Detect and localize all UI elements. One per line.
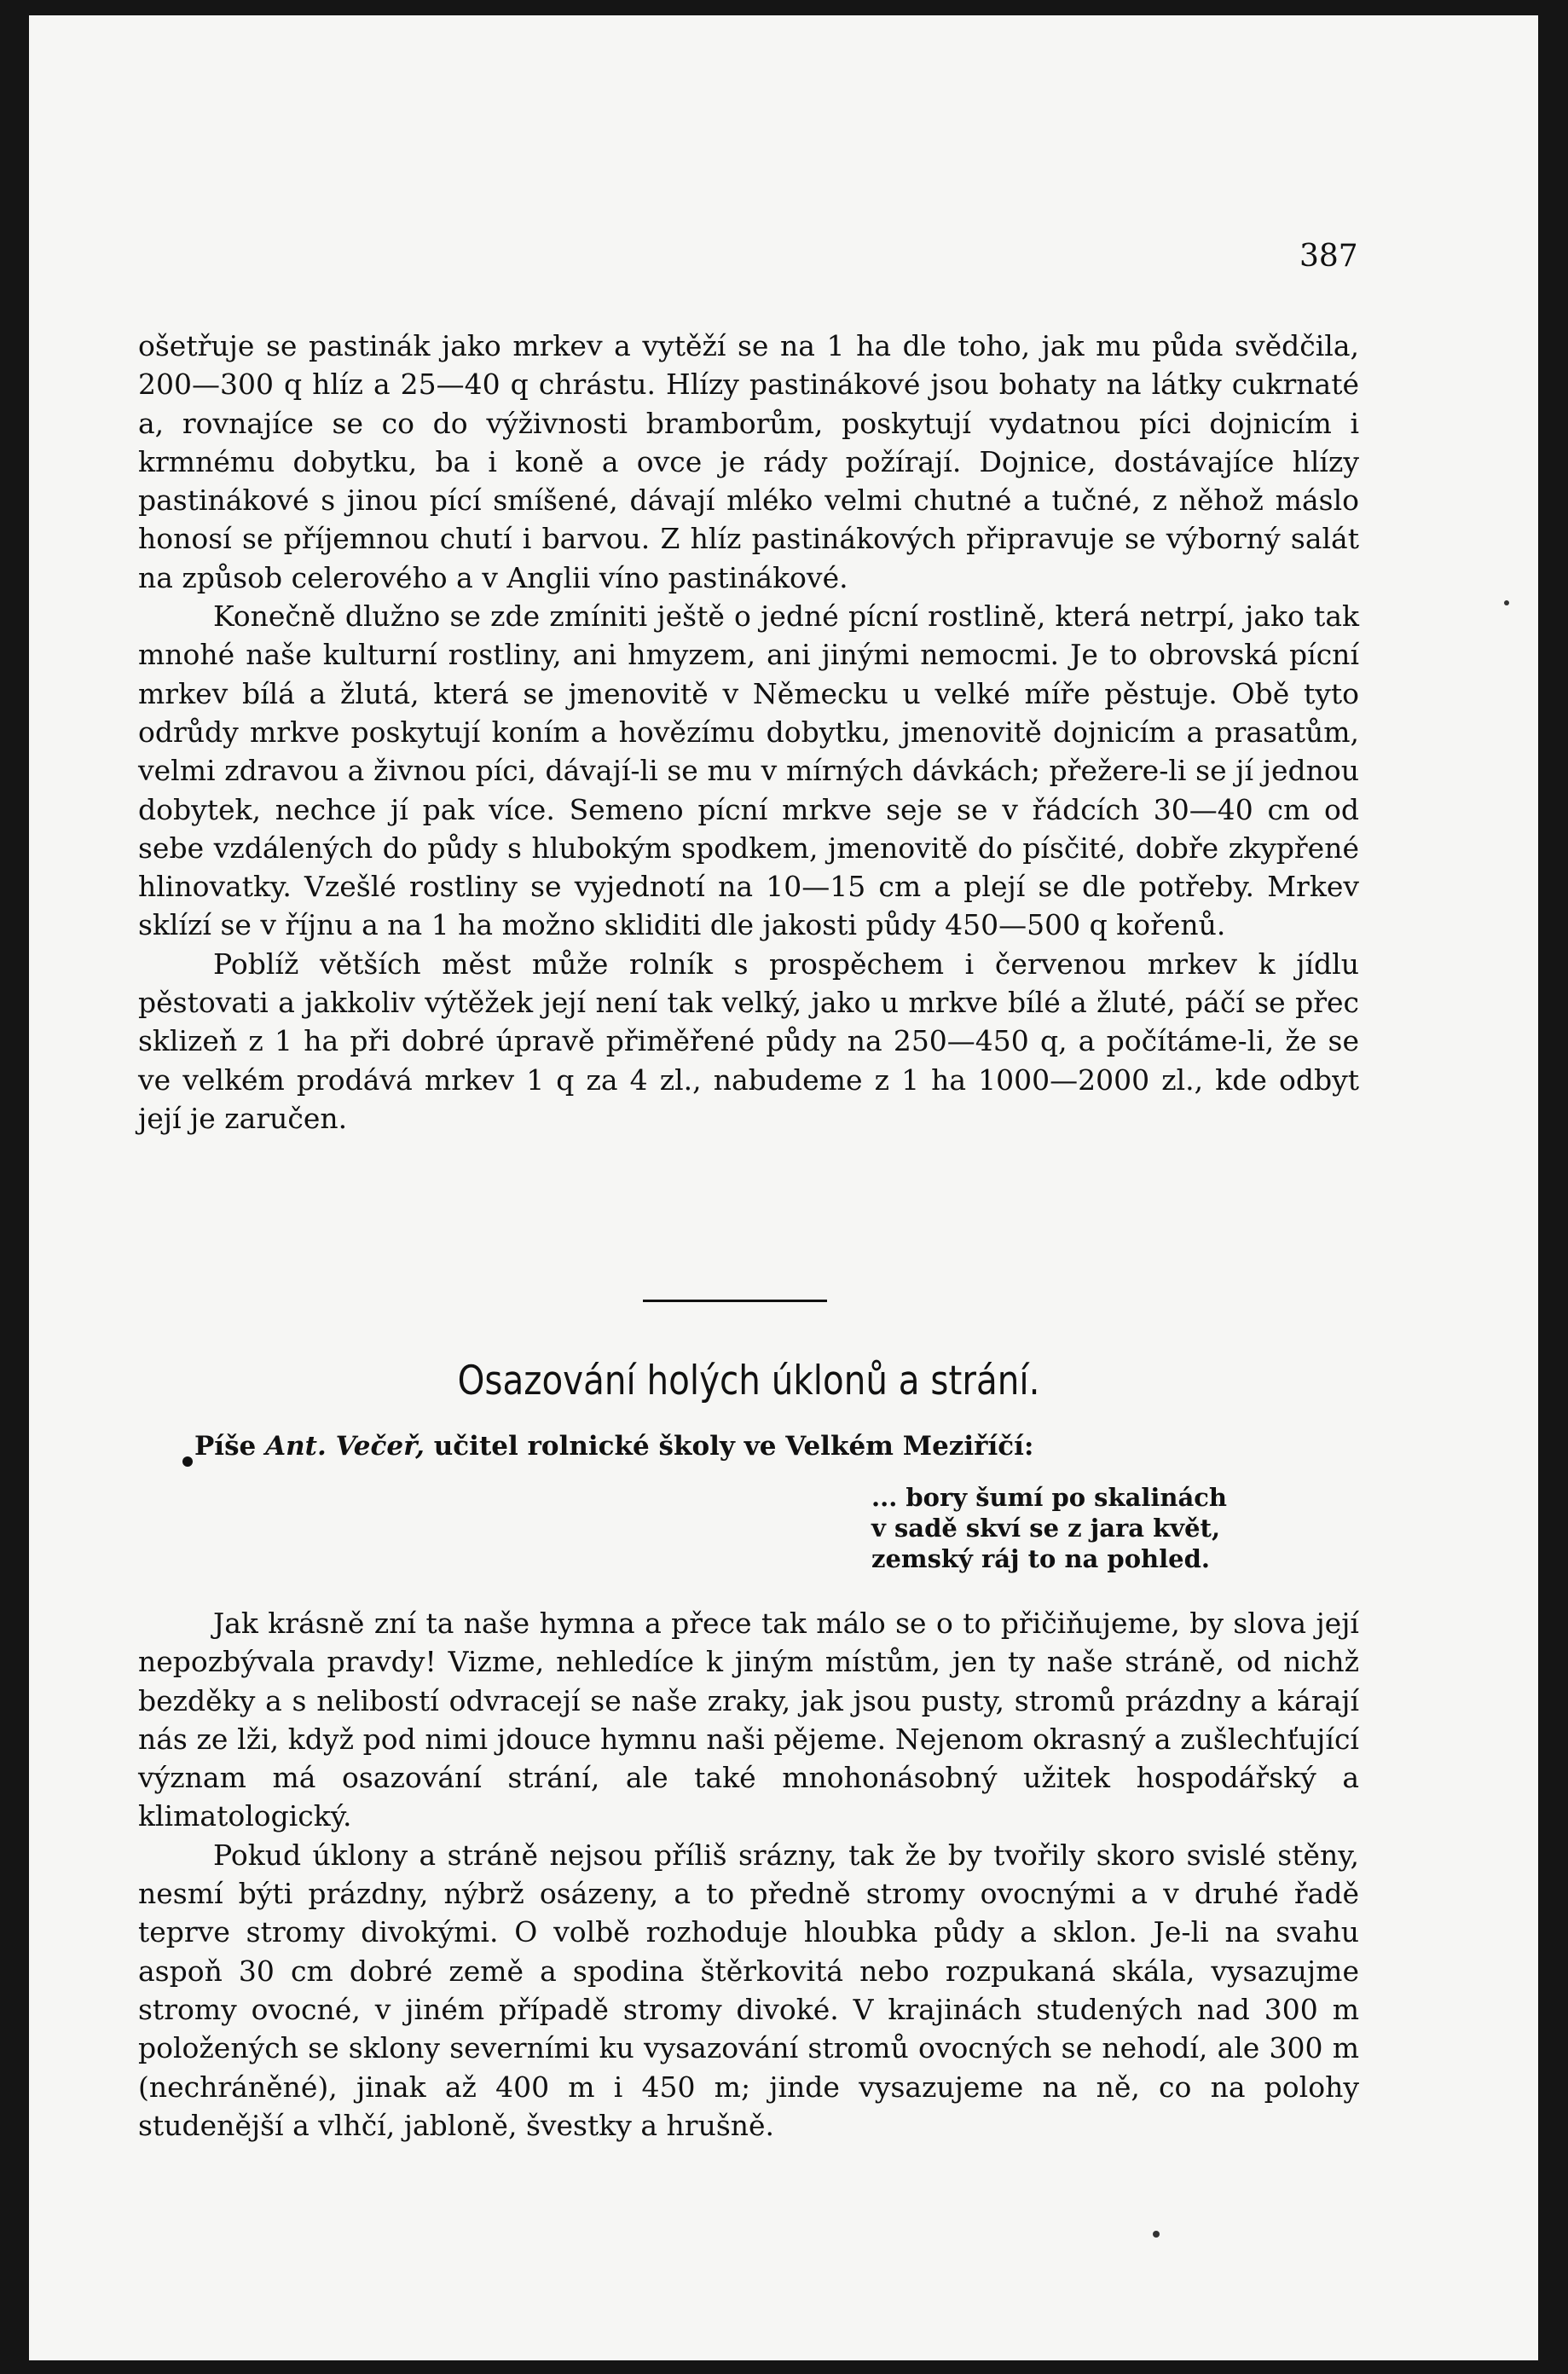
bullet-mark [182,1456,193,1467]
poem-line: ... bory šumí po skalinách [871,1483,1228,1512]
byline-author-first: Ant. [265,1431,327,1462]
poem-line: zemský ráj to na pohled. [871,1544,1210,1573]
ink-speck [1504,600,1509,605]
paragraph-parsnip: ošetřuje se pastinák jako mrkev a vytěží se na 1 ha dle toho, jak mu půda svědčila, 200—300 q hlíz a 25—40 q chrástu. Hlízy pastinákové jsou bohaty na látky cukrnaté a, rovnajíce se co do výživnosti bramborům, poskytují vydatnou píci dojnicím i krmnému dobytku, ba i koně a ovce je rády požírají. Dojnice, dostávajíce hlízy pastinákové s jinou pící smíšené, dávají mléko velmi chutné a tučné, z něhož máslo honosí se příjemnou chutí i barvou. Z hlíz pastinákových připravuje se výborný salát na způsob celerového a v Anglii víno pastinákové. [138,329,1359,594]
article-body [138,1604,1359,2145]
ink-speck [1153,2231,1160,2238]
book-page [29,15,1538,2360]
article-byline [194,1431,1033,1462]
paragraph-fodder-carrot: Konečně dlužno se zde zmíniti ještě o jedné pícní rostlině, která netrpí, jako tak mnohé naše kulturní rostliny, ani hmyzem, ani jinými nemocmi. Je to obrovská pícní mrkev bílá a žlutá, která se jmenovitě v Německu u velké míře pěstuje. Obě tyto odrůdy mrkve poskytují koním a hovězímu dobytku, jmenovitě dojnicím a prasatům, velmi zdravou a živnou píci, dávají-li se mu v mírných dávkách; přežere-li se jí jednou dobytek, nechce jí pak více. Semeno pícní mrkve seje se v řádcích 30—40 cm od sebe vzdálených do půdy s hlubokým spodkem, jmenovitě do písčité, dobře zkypřené hlinovatky. Vzešlé rostliny se vyjednotí na 10—15 cm a plejí se dle potřeby. Mrkev sklízí se v říjnu a na 1 ha možno skliditi dle jakosti půdy 450—500 q kořenů. [138,599,1359,942]
byline-prefix: Píše [194,1431,257,1462]
section-divider [643,1300,827,1302]
byline-author-last: Večeř, [335,1431,425,1462]
paragraph-red-carrot: Poblíž větších měst může rolník s prospěchem i červenou mrkev k jídlu pěstovati a jakkoliv výtěžek její není tak velký, jako u mrkve bílé a žluté, páčí se přec sklizeň z 1 ha při dobré úpravě přiměřené půdy na 250—450 q, a počítáme-li, že se ve velkém prodává mrkev 1 q za 4 zl., nabudeme z 1 ha 1000—2000 zl., kde odbyt její je zaručen. [138,947,1359,1135]
section-carrot-text [138,327,1359,1138]
paragraph-planting: Pokud úklony a stráně nejsou příliš srázny, tak že by tvořily skoro svislé stěny, nesmí býti prázdny, nýbrž osázeny, a to předně stromy ovocnými a v druhé řadě teprve stromy divokými. O volbě rozhoduje hloubka půdy a sklon. Je-li na svahu aspoň 30 cm dobré země a spodina štěrkovitá nebo rozpukaná skála, vysazujme stromy ovocné, v jiném případě stromy divoké. V krajinách studených nad 300 m položených se sklony severními ku vysazování stromů ovocných se nehodí, ale 300 m (nechráněné), jinak až 400 m i 450 m; jinde vysazujeme na ně, co na polohy studenější a vlhčí, jabloně, švestky a hrušně. [138,1838,1359,2142]
poem-line: v sadě skví se z jara květ, [871,1514,1221,1543]
page-number: 387 [1299,239,1358,274]
paragraph-hymn: Jak krásně zní ta naše hymna a přece tak málo se o to přičiňujeme, by slova její nepozbývala pravdy! Vizme, nehledíce k jiným místům, jen ty naše stráně, od nichž bezděky a s nelibostí odvracejí se naše zraky, jak jsou pusty, stromů prázdny a kárají nás ze lži, když pod nimi jdouce hymnu naši pějeme. Nejenom okrasný a zušlechťující význam má osazování strání, ale také mnohonásobný užitek hospodářský a klimatologický. [138,1607,1359,1833]
byline-rest: učitel rolnické školy ve Velkém Meziříčí: [433,1431,1034,1462]
epigraph-poem [871,1482,1227,1574]
article-title: Osazování holých úklonů a strání. [457,1358,1040,1404]
